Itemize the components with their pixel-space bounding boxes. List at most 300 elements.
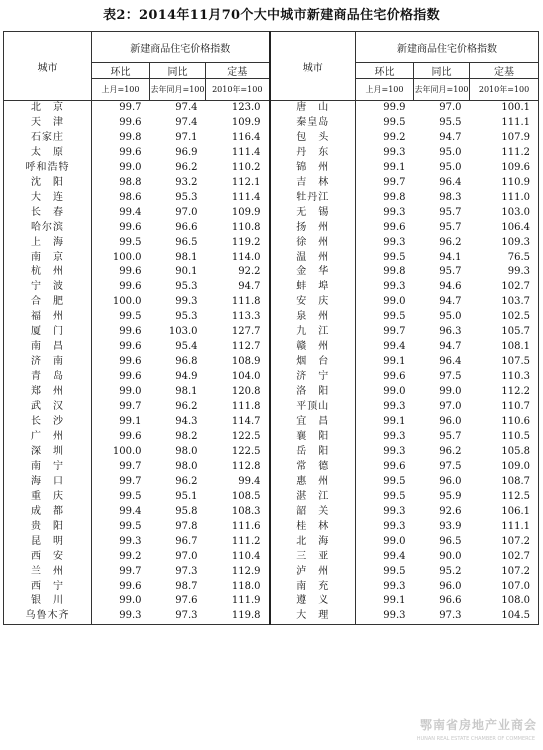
base-value-right: 110.7: [470, 400, 539, 415]
yoy-value-left: 99.3: [175, 296, 198, 308]
base-value-left: 99.4: [238, 475, 261, 487]
table-row: [4, 430, 539, 445]
yoy-value-left: 94.3: [175, 416, 198, 428]
base-value-left: 108.9: [231, 356, 261, 368]
mom-value-right: 99.8: [356, 265, 414, 280]
mom-value-left: 99.8: [92, 131, 150, 146]
yoy-value-left: 95.3: [175, 281, 198, 293]
base-value-right: 106.4: [470, 221, 539, 236]
mom-value-right: 99.3: [356, 400, 414, 415]
table-title: 表2：2014年11月70个大中城市新建商品住宅价格指数: [103, 8, 440, 23]
base-value-right: 107.9: [470, 131, 539, 146]
mom-value-left: 99.1: [92, 415, 150, 430]
mom-value-right: 99.3: [356, 280, 414, 295]
yoy-value-left: 98.7: [175, 580, 198, 592]
base-value-left: 112.1: [231, 176, 261, 188]
base-value-right: 111.0: [470, 191, 539, 206]
city-name-right: 桂 林: [270, 520, 356, 535]
mom-value-left: 100.0: [92, 251, 150, 266]
city-name-right: 唐 山: [270, 101, 356, 116]
mom-value-left: 98.8: [92, 176, 150, 191]
yoy-value-right: 95.0: [439, 146, 462, 158]
yoy-value-left: 97.1: [175, 131, 198, 143]
city-name-right: 无 锡: [270, 206, 356, 221]
yoy-value-left: 95.1: [175, 490, 198, 502]
base-value-left: 112.9: [231, 565, 261, 577]
yoy-value-right: 96.2: [439, 445, 462, 457]
base-value-left: 120.8: [231, 386, 261, 398]
city-name-left: 沈 阳: [4, 176, 92, 191]
mom-value-left: 99.7: [92, 565, 150, 580]
city-name-right: 秦皇岛: [270, 116, 356, 131]
watermark-logo: 鄂南省房地产业商会: [419, 718, 537, 732]
yoy-value-right: 95.5: [439, 116, 462, 128]
yoy-value-left: 96.2: [175, 161, 198, 173]
mom-value-right: 99.4: [356, 340, 414, 355]
yoy-value-left: 97.3: [175, 565, 198, 577]
base-value-left: 108.3: [231, 505, 261, 517]
yoy-value-left: 95.3: [175, 311, 198, 323]
mom-value-left: 99.7: [92, 400, 150, 415]
table-row: [4, 415, 539, 430]
base-value-left: 122.5: [231, 445, 261, 457]
mom-value-right: 99.3: [356, 206, 414, 221]
base-value-right: 107.2: [470, 565, 539, 580]
table-row: [4, 191, 539, 206]
table-row: [4, 355, 539, 370]
table-row: [4, 490, 539, 505]
city-name-left: 上 海: [4, 236, 92, 251]
base-value-right: 103.7: [470, 295, 539, 310]
base-value-right: 106.1: [470, 505, 539, 520]
mom-value-left: 99.6: [92, 430, 150, 445]
city-name-left: 乌鲁木齐: [4, 609, 92, 624]
mom-value-left: 99.4: [92, 206, 150, 221]
mom-value-right: 99.1: [356, 355, 414, 370]
mom-value-left: 99.0: [92, 161, 150, 176]
base-value-left: 112.8: [231, 460, 261, 472]
city-name-left: 西 安: [4, 550, 92, 565]
mom-value-right: 99.9: [356, 101, 414, 116]
mom-value-right: 99.1: [356, 415, 414, 430]
city-name-left: 昆 明: [4, 535, 92, 550]
yoy-value-left: 97.4: [175, 102, 198, 113]
table-row: [4, 400, 539, 415]
yoy-value-right: 97.0: [439, 102, 462, 113]
city-name-right: 大 理: [270, 609, 356, 624]
city-name-left: 郑 州: [4, 385, 92, 400]
city-name-right: 蚌 埠: [270, 280, 356, 295]
mom-value-right: 99.7: [356, 325, 414, 340]
mom-value-left: 99.0: [92, 594, 150, 609]
yoy-value-right: 95.0: [439, 311, 462, 323]
table-row: [4, 445, 539, 460]
yoy-value-right: 95.2: [439, 565, 462, 577]
yoy-value-right: 93.9: [439, 520, 462, 532]
base-value-left: 113.3: [231, 311, 261, 323]
base-value-left: 94.7: [238, 281, 261, 293]
base-value-right: 108.1: [470, 340, 539, 355]
yoy-value-right: 99.0: [439, 386, 462, 398]
mom-value-right: 99.6: [356, 370, 414, 385]
base-value-left: 127.7: [231, 326, 261, 338]
header-city-left: 城市: [4, 32, 92, 101]
base-value-right: 76.5: [470, 251, 539, 266]
yoy-value-right: 94.7: [439, 341, 462, 353]
table-row: [4, 295, 539, 310]
mom-value-left: 99.6: [92, 265, 150, 280]
base-value-right: 102.7: [470, 550, 539, 565]
mom-value-left: 98.6: [92, 191, 150, 206]
mom-value-right: 99.3: [356, 445, 414, 460]
yoy-value-left: 97.6: [175, 595, 198, 607]
base-value-left: 111.8: [231, 296, 261, 308]
yoy-value-right: 96.0: [439, 416, 462, 428]
yoy-value-right: 95.9: [439, 490, 462, 502]
table-row: [4, 131, 539, 146]
city-name-right: 南 充: [270, 580, 356, 595]
mom-value-left: 99.6: [92, 325, 150, 340]
yoy-value-right: 94.7: [439, 131, 462, 143]
city-name-left: 济 南: [4, 355, 92, 370]
yoy-value-left: 98.0: [175, 445, 198, 457]
base-value-right: 108.0: [470, 594, 539, 609]
base-value-left: 108.5: [231, 490, 261, 502]
base-value-right: 102.5: [470, 310, 539, 325]
mom-value-right: 99.0: [356, 535, 414, 550]
mom-value-right: 99.5: [356, 310, 414, 325]
city-name-left: 哈尔滨: [4, 221, 92, 236]
yoy-value-left: 97.4: [175, 116, 198, 128]
table-row: [4, 101, 539, 116]
yoy-value-left: 96.9: [175, 146, 198, 158]
base-value-right: 104.5: [470, 609, 539, 624]
base-value-right: 109.0: [470, 460, 539, 475]
table-row: [4, 325, 539, 340]
base-value-right: 100.1: [470, 101, 539, 116]
mom-value-left: 99.0: [92, 385, 150, 400]
base-value-left: 119.2: [231, 236, 261, 248]
base-value-right: 110.9: [470, 176, 539, 191]
yoy-value-left: 96.2: [175, 401, 198, 413]
base-value-right: 111.1: [470, 520, 539, 535]
yoy-value-left: 98.2: [175, 430, 198, 442]
header-base-base-right: 2010年=100: [470, 79, 539, 101]
mom-value-left: 99.6: [92, 355, 150, 370]
mom-value-right: 99.6: [356, 221, 414, 236]
header-yoy-base-left: 去年同月=100: [150, 79, 206, 101]
base-value-left: 109.9: [231, 206, 261, 218]
city-name-right: 包 头: [270, 131, 356, 146]
city-name-right: 吉 林: [270, 176, 356, 191]
base-value-left: 114.0: [231, 251, 261, 263]
mom-value-right: 99.2: [356, 131, 414, 146]
mom-value-right: 99.1: [356, 161, 414, 176]
city-name-right: 徐 州: [270, 236, 356, 251]
mom-value-right: 99.3: [356, 146, 414, 161]
mom-value-left: 99.7: [92, 101, 150, 116]
city-name-right: 宜 昌: [270, 415, 356, 430]
mom-value-left: 99.6: [92, 280, 150, 295]
header-city-right: 城市: [270, 32, 356, 101]
yoy-value-right: 95.7: [439, 266, 462, 278]
base-value-right: 112.2: [470, 385, 539, 400]
yoy-value-left: 93.2: [175, 176, 198, 188]
city-name-left: 银 川: [4, 594, 92, 609]
base-value-left: 111.9: [231, 595, 261, 607]
city-name-left: 西 宁: [4, 580, 92, 595]
mom-value-right: 99.8: [356, 191, 414, 206]
yoy-value-left: 97.8: [175, 520, 198, 532]
yoy-value-left: 96.7: [175, 535, 198, 547]
base-value-right: 108.7: [470, 475, 539, 490]
table-row: [4, 251, 539, 266]
yoy-value-right: 95.0: [439, 161, 462, 173]
city-name-right: 岳 阳: [270, 445, 356, 460]
table-row: [4, 265, 539, 280]
base-value-right: 109.3: [470, 236, 539, 251]
table-body: [4, 101, 539, 625]
mom-value-right: 99.5: [356, 565, 414, 580]
base-value-right: 99.3: [470, 265, 539, 280]
city-name-left: 海 口: [4, 475, 92, 490]
city-name-right: 湛 江: [270, 490, 356, 505]
city-name-left: 宁 波: [4, 280, 92, 295]
city-name-right: 安 庆: [270, 295, 356, 310]
city-name-right: 洛 阳: [270, 385, 356, 400]
base-value-left: 118.0: [231, 580, 261, 592]
yoy-value-left: 95.3: [175, 191, 198, 203]
mom-value-left: 99.5: [92, 490, 150, 505]
city-name-left: 北 京: [4, 101, 92, 116]
mom-value-right: 99.3: [356, 505, 414, 520]
table-row: [4, 505, 539, 520]
yoy-value-left: 96.2: [175, 475, 198, 487]
city-name-left: 重 庆: [4, 490, 92, 505]
mom-value-left: 99.6: [92, 580, 150, 595]
city-name-right: 牡丹江: [270, 191, 356, 206]
base-value-left: 111.6: [231, 520, 261, 532]
mom-value-right: 99.7: [356, 176, 414, 191]
header-yoy-left: 同比: [150, 63, 206, 79]
base-value-right: 105.7: [470, 325, 539, 340]
mom-value-left: 99.6: [92, 221, 150, 236]
table-row: [4, 176, 539, 191]
yoy-value-right: 98.3: [439, 191, 462, 203]
header-mom-right: 环比: [356, 63, 414, 79]
yoy-value-right: 92.6: [439, 505, 462, 517]
base-value-left: 111.8: [231, 401, 261, 413]
table-row: [4, 206, 539, 221]
yoy-value-left: 98.1: [175, 251, 198, 263]
header-mom-base-right: 上月=100: [356, 79, 414, 101]
yoy-value-right: 96.5: [439, 535, 462, 547]
city-name-left: 兰 州: [4, 565, 92, 580]
mom-value-left: 99.7: [92, 460, 150, 475]
city-name-right: 惠 州: [270, 475, 356, 490]
base-value-left: 110.8: [231, 221, 261, 233]
yoy-value-left: 97.0: [175, 550, 198, 562]
city-name-left: 南 宁: [4, 460, 92, 475]
price-index-table: [3, 31, 539, 625]
base-value-right: 111.1: [470, 116, 539, 131]
city-name-left: 合 肥: [4, 295, 92, 310]
header-group-right: 新建商品住宅价格指数: [356, 32, 539, 63]
table-row: [4, 161, 539, 176]
header-yoy-right: 同比: [414, 63, 470, 79]
base-value-left: 119.8: [206, 609, 270, 624]
city-name-right: 北 海: [270, 535, 356, 550]
city-name-left: 福 州: [4, 310, 92, 325]
city-name-right: 平顶山: [270, 400, 356, 415]
mom-value-left: 99.6: [92, 116, 150, 131]
table-row: [4, 236, 539, 251]
mom-value-right: 99.6: [356, 460, 414, 475]
city-name-left: 天 津: [4, 116, 92, 131]
table-row: [4, 146, 539, 161]
yoy-value-left: 98.0: [175, 460, 198, 472]
base-value-right: 109.6: [470, 161, 539, 176]
yoy-value-right: 96.4: [439, 176, 462, 188]
yoy-value-right: 96.3: [439, 326, 462, 338]
header-yoy-base-right: 去年同月=100: [414, 79, 470, 101]
mom-value-left: 99.3: [92, 535, 150, 550]
table-row: [4, 460, 539, 475]
city-name-left: 广 州: [4, 430, 92, 445]
mom-value-left: 99.2: [92, 550, 150, 565]
base-value-right: 103.0: [470, 206, 539, 221]
mom-value-right: 99.4: [356, 550, 414, 565]
base-value-right: 107.5: [470, 355, 539, 370]
yoy-value-left: 95.4: [175, 341, 198, 353]
mom-value-left: 100.0: [92, 295, 150, 310]
city-name-right: 泉 州: [270, 310, 356, 325]
base-value-right: 107.0: [470, 580, 539, 595]
city-name-right: 襄 阳: [270, 430, 356, 445]
mom-value-right: 99.5: [356, 116, 414, 131]
base-value-left: 109.9: [231, 116, 261, 128]
city-name-left: 厦 门: [4, 325, 92, 340]
city-name-left: 深 圳: [4, 445, 92, 460]
city-name-right: 三 亚: [270, 550, 356, 565]
table-row: [4, 594, 539, 609]
base-value-left: 111.2: [231, 535, 261, 547]
yoy-value-right: 97.3: [414, 609, 470, 624]
header-group-left: 新建商品住宅价格指数: [92, 32, 270, 63]
base-value-left: 123.0: [231, 102, 261, 113]
base-value-right: 110.6: [470, 415, 539, 430]
base-value-left: 110.4: [231, 550, 261, 562]
yoy-value-left: 96.5: [175, 236, 198, 248]
yoy-value-left: 96.8: [175, 356, 198, 368]
table-row: [4, 221, 539, 236]
city-name-left: 石家庄: [4, 131, 92, 146]
yoy-value-right: 96.0: [439, 580, 462, 592]
header-mom-base-left: 上月=100: [92, 79, 150, 101]
table-row: [4, 580, 539, 595]
base-value-right: 110.5: [470, 430, 539, 445]
yoy-value-right: 96.6: [439, 595, 462, 607]
mom-value-right: 99.3: [356, 520, 414, 535]
city-name-right: 常 德: [270, 460, 356, 475]
mom-value-left: 99.5: [92, 236, 150, 251]
yoy-value-left: 90.1: [175, 266, 198, 278]
yoy-value-left: 97.0: [175, 206, 198, 218]
base-value-right: 102.7: [470, 280, 539, 295]
base-value-right: 105.8: [470, 445, 539, 460]
city-name-right: 遵 义: [270, 594, 356, 609]
city-name-left: 长 沙: [4, 415, 92, 430]
mom-value-right: 99.5: [356, 251, 414, 266]
city-name-left: 大 连: [4, 191, 92, 206]
yoy-value-right: 95.7: [439, 430, 462, 442]
city-name-left: 南 昌: [4, 340, 92, 355]
table-row: [4, 280, 539, 295]
base-value-left: 114.7: [231, 416, 261, 428]
city-name-left: 呼和浩特: [4, 161, 92, 176]
yoy-value-right: 96.0: [439, 475, 462, 487]
mom-value-right: 99.0: [356, 385, 414, 400]
city-name-right: 烟 台: [270, 355, 356, 370]
city-name-left: 南 京: [4, 251, 92, 266]
city-name-right: 泸 州: [270, 565, 356, 580]
base-value-left: 111.4: [231, 146, 261, 158]
yoy-value-right: 97.5: [439, 460, 462, 472]
city-name-right: 赣 州: [270, 340, 356, 355]
base-value-left: 112.7: [231, 341, 261, 353]
yoy-value-right: 97.0: [439, 401, 462, 413]
city-name-left: 青 岛: [4, 370, 92, 385]
yoy-value-left: 95.8: [175, 505, 198, 517]
yoy-value-right: 90.0: [439, 550, 462, 562]
header-base-left: 定基: [206, 63, 270, 79]
city-name-right: 金 华: [270, 265, 356, 280]
city-name-left: 太 原: [4, 146, 92, 161]
header-base-base-left: 2010年=100: [206, 79, 270, 101]
city-name-right: 温 州: [270, 251, 356, 266]
mom-value-left: 99.3: [92, 609, 150, 624]
base-value-left: 122.5: [231, 430, 261, 442]
header-mom-left: 环比: [92, 63, 150, 79]
table-row: [4, 475, 539, 490]
yoy-value-right: 96.2: [439, 236, 462, 248]
city-name-right: 锦 州: [270, 161, 356, 176]
mom-value-right: 99.3: [356, 580, 414, 595]
base-value-left: 116.4: [231, 131, 261, 143]
yoy-value-left: 98.1: [175, 386, 198, 398]
mom-value-left: 99.7: [92, 475, 150, 490]
city-name-left: 杭 州: [4, 265, 92, 280]
header-base-right: 定基: [470, 63, 539, 79]
watermark-subtitle: HUNAN REAL ESTATE CHAMBER OF COMMERCE: [416, 736, 535, 742]
city-name-left: 武 汉: [4, 400, 92, 415]
city-name-right: 韶 关: [270, 505, 356, 520]
mom-value-right: 99.5: [356, 475, 414, 490]
mom-value-left: 99.6: [92, 370, 150, 385]
table-row: [4, 565, 539, 580]
table-row: [4, 340, 539, 355]
yoy-value-left: 94.9: [175, 371, 198, 383]
city-name-left: 成 都: [4, 505, 92, 520]
table-row: [4, 609, 539, 624]
base-value-left: 110.2: [231, 161, 261, 173]
city-name-right: 济 宁: [270, 370, 356, 385]
mom-value-right: 99.5: [356, 490, 414, 505]
base-value-left: 92.2: [238, 266, 261, 278]
mom-value-left: 99.5: [92, 310, 150, 325]
mom-value-right: 99.1: [356, 594, 414, 609]
base-value-right: 110.3: [470, 370, 539, 385]
